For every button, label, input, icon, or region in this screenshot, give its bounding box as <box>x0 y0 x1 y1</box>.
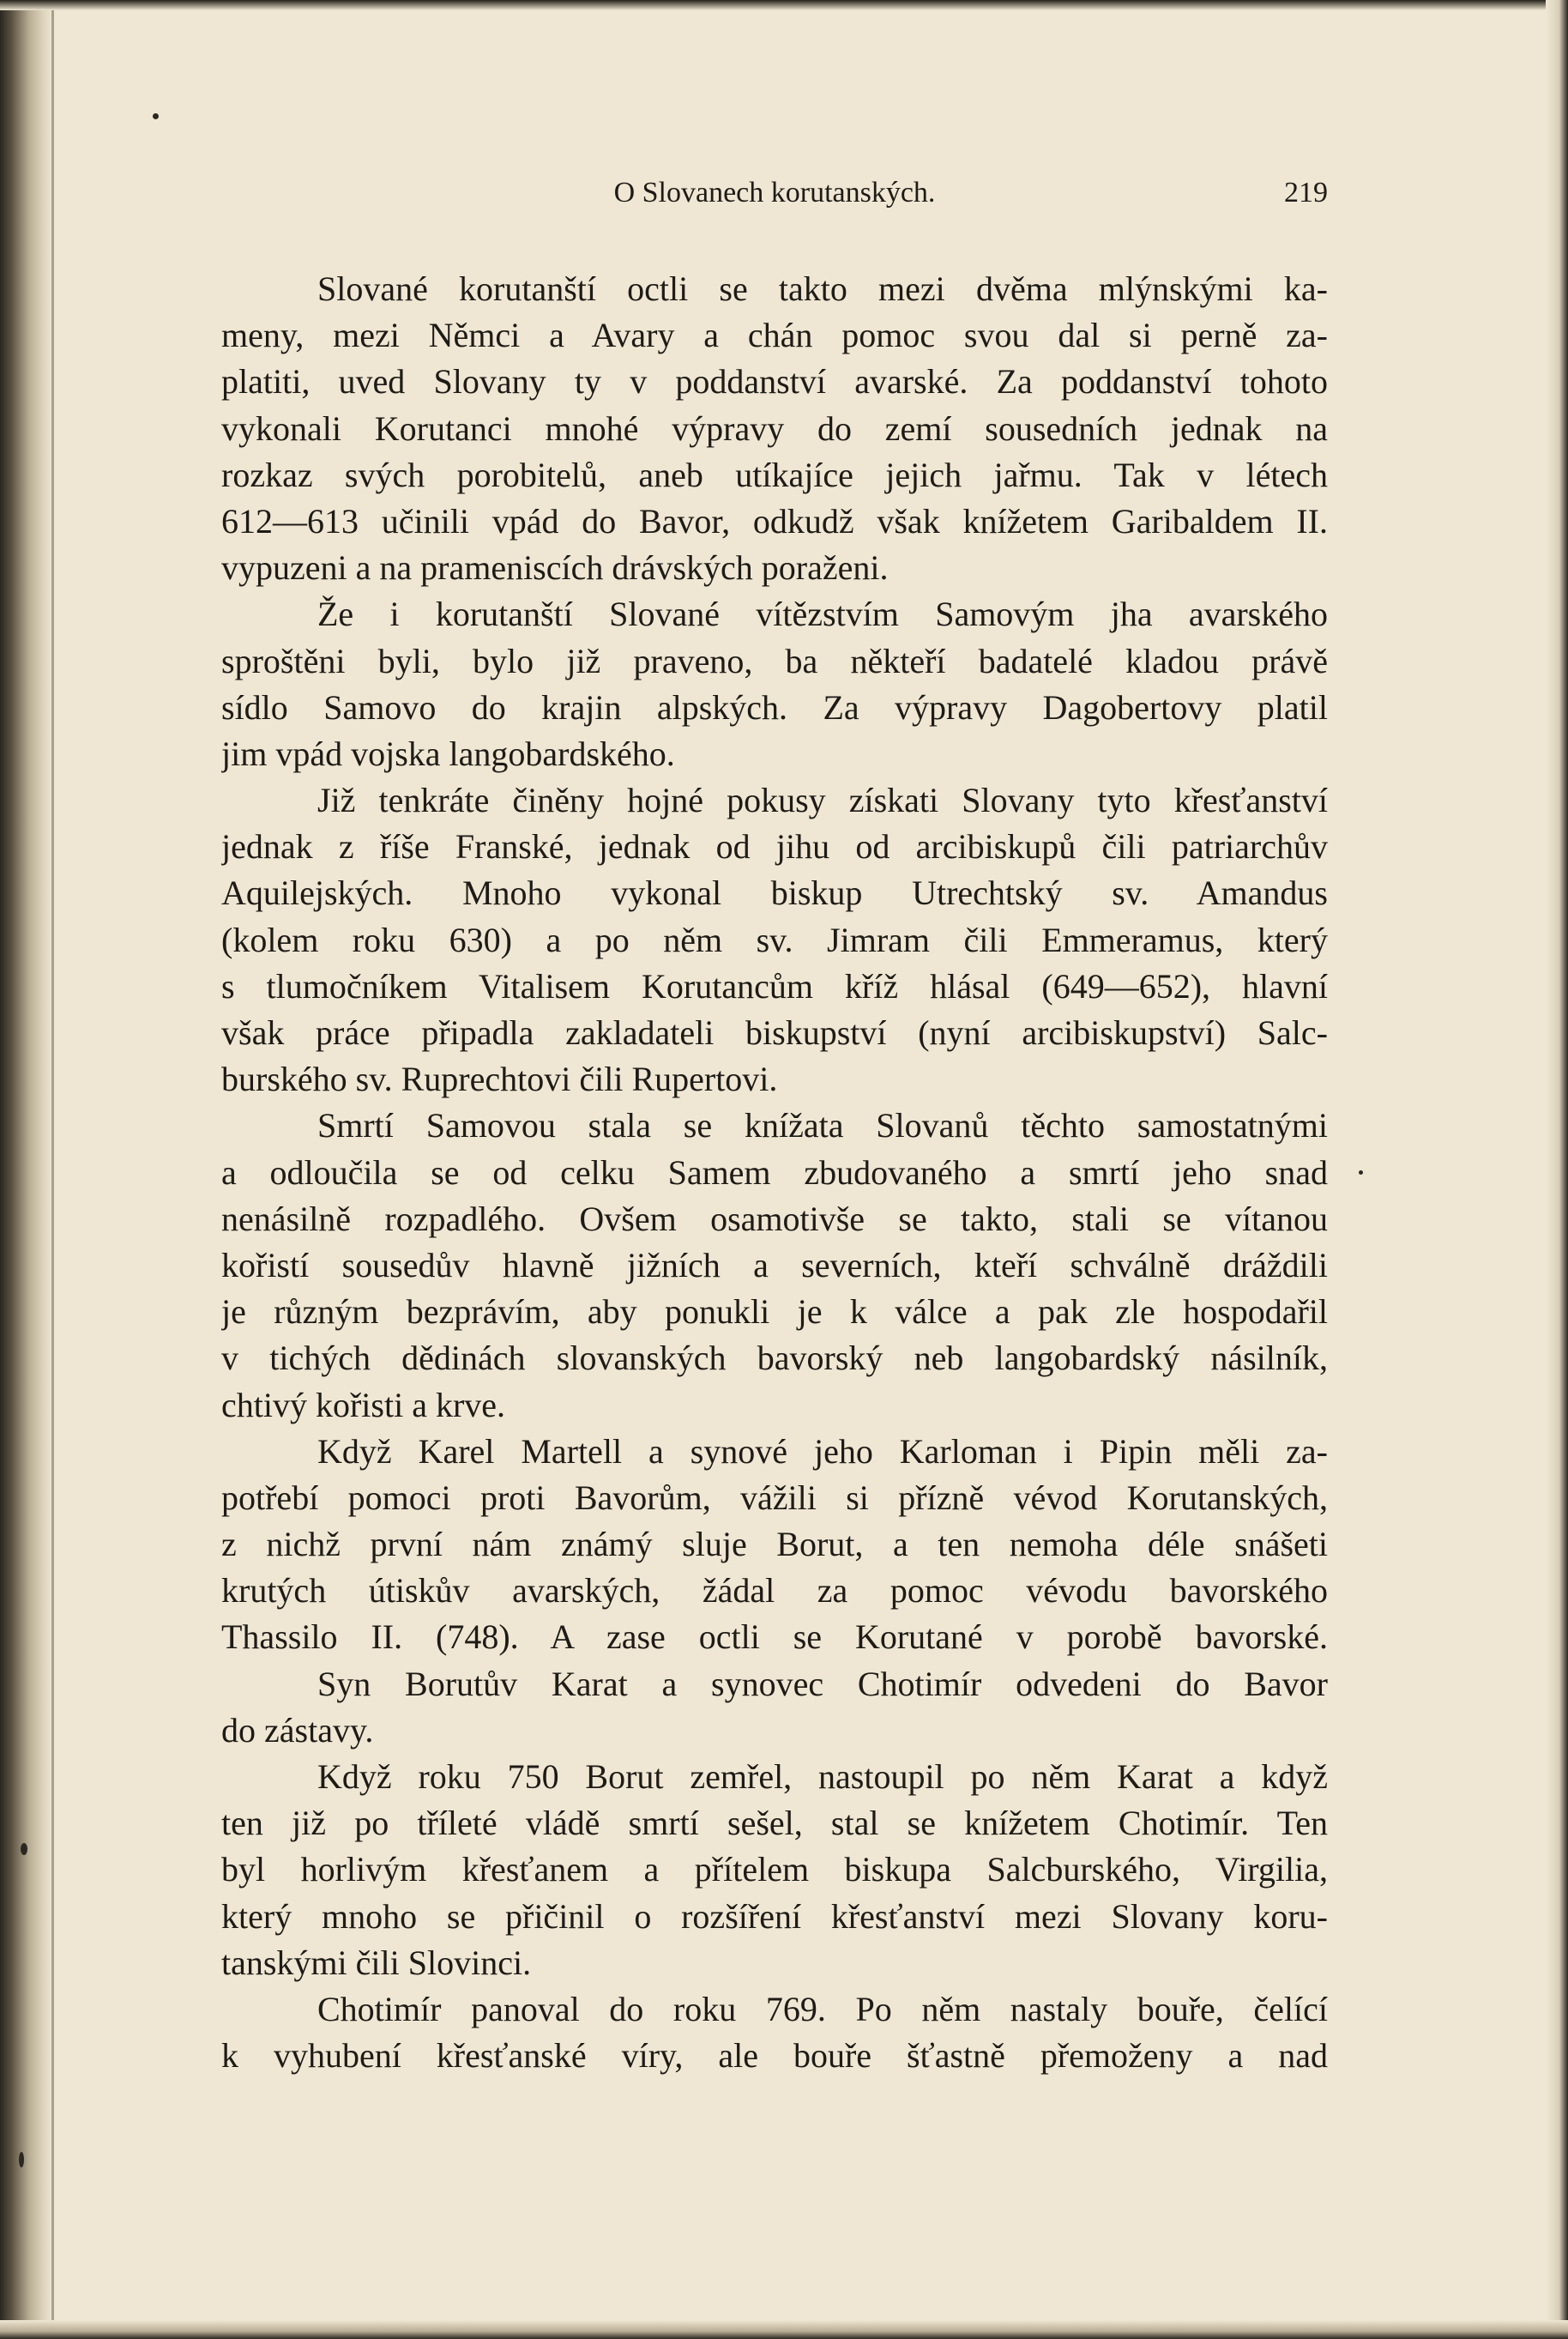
top-page-edge <box>0 0 1568 10</box>
text-line: vypuzeni a na prameniscích drávských poraženi. <box>221 548 889 588</box>
paragraph <box>221 1754 1328 1986</box>
text-line: platiti, uved Slovany ty v poddanství avarské. Za poddanství tohoto <box>221 362 1328 402</box>
text-line: (kolem roku 630) a po něm sv. Jimram čili Emmeramus, který <box>221 920 1328 959</box>
body-text <box>221 266 1328 2079</box>
text-line: vykonali Korutanci mnohé výpravy do zemí sousedních jednak na <box>221 408 1328 448</box>
running-title: O Slovanech korutanských. <box>613 177 936 209</box>
text-line: Smrtí Samovou stala se knížata Slovanů těchto samostatnými <box>317 1106 1328 1145</box>
paragraph <box>221 591 1328 777</box>
paragraph <box>221 1103 1328 1428</box>
text-line: Aquilejských. Mnoho vykonal biskup Utrechtský sv. Amandus <box>221 873 1328 913</box>
paragraph <box>221 1429 1328 1661</box>
ink-speck <box>21 1843 27 1855</box>
text-line: v tichých dědinách slovanských bavorský neb langobardský násilník, <box>221 1339 1328 1378</box>
text-line: Již tenkráte činěny hojné pokusy získati Slovany tyto křesťanství <box>317 781 1328 820</box>
text-line: k vyhubení křesťanské víry, ale bouře šťastně přemoženy a nad <box>221 2036 1328 2076</box>
text-line: kořistí sousedův hlavně jižních a severních, kteří schválně dráždili <box>221 1245 1328 1284</box>
book-spine-shadow <box>0 0 53 2339</box>
text-line: 612—613 učinili vpád do Bavor, odkudž však knížetem Garibaldem II. <box>221 501 1328 541</box>
text-line: jednak z říše Franské, jednak od jihu od arcibiskupů čili patriarchův <box>221 827 1328 867</box>
text-line: tanskými čili Slovinci. <box>221 1943 532 1982</box>
text-line: krutých útiskův avarských, žádal za pomoc vévodu bavorského <box>221 1571 1328 1611</box>
ink-speck <box>153 113 159 119</box>
text-line: rozkaz svých porobitelů, aneb utíkajíce jejich jařmu. Tak v létech <box>221 455 1328 494</box>
text-line: sproštěni byli, bylo již praveno, ba někteří badatelé kladou právě <box>221 641 1328 680</box>
text-line: je různým bezprávím, aby ponukli je k válce a pak zle hospodařil <box>221 1292 1328 1332</box>
text-line: a odloučila se od celku Samem zbudovaného a smrtí jeho snad <box>221 1152 1328 1192</box>
text-line: sídlo Samovo do krajin alpských. Za výpravy Dagobertovy platil <box>221 687 1328 727</box>
text-line: jim vpád vojska langobardského. <box>221 734 675 773</box>
text-line: Thassilo II. (748). A zase octli se Korutané v porobě bavorské. <box>221 1617 1328 1657</box>
text-line: potřebí pomoci proti Bavorům, vážili si přízně vévod Korutanských, <box>221 1478 1328 1517</box>
page-number: 219 <box>1284 177 1328 209</box>
text-line: Že i korutanští Slované vítězstvím Samovým jha avarského <box>317 595 1328 634</box>
text-line: s tlumočníkem Vitalisem Korutancům kříž hlásal (649—652), hlavní <box>221 966 1328 1006</box>
ink-speck <box>19 2152 24 2167</box>
text-line: však práce připadla zakladateli biskupství (nyní arcibiskupství) Salc- <box>221 1013 1328 1052</box>
right-page-edge <box>1546 0 1568 2339</box>
paragraph <box>221 777 1328 1103</box>
paragraph <box>221 266 1328 591</box>
text-line: Když roku 750 Borut zemřel, nastoupil po něm Karat a když <box>317 1757 1328 1796</box>
text-line: ten již po tříleté vládě smrtí sešel, stal se knížetem Chotimír. Ten <box>221 1804 1328 1843</box>
text-line: nenásilně rozpadlého. Ovšem osamotivše se takto, stali se vítanou <box>221 1199 1328 1238</box>
text-line: do zástavy. <box>221 1710 374 1750</box>
text-line: meny, mezi Němci a Avary a chán pomoc svou dal si perně za- <box>221 316 1328 355</box>
gutter-line <box>51 0 54 2339</box>
text-line: Syn Borutův Karat a synovec Chotimír odvedeni do Bavor <box>317 1664 1328 1703</box>
text-line: burského sv. Ruprechtovi čili Rupertovi. <box>221 1060 778 1099</box>
bottom-page-edge <box>0 2320 1568 2339</box>
text-line: z nichž první nám známý sluje Borut, a ten nemoha déle snášeti <box>221 1525 1328 1564</box>
text-line: Slované korutanští octli se takto mezi dvěma mlýnskými ka- <box>317 269 1328 308</box>
text-line: Chotimír panoval do roku 769. Po něm nastaly bouře, čelící <box>317 1989 1328 2028</box>
text-line: byl horlivým křesťanem a přítelem biskupa Salcburského, Virgilia, <box>221 1850 1328 1889</box>
paragraph <box>221 1986 1328 2079</box>
text-line: který mnoho se přičinil o rozšíření křesťanství mezi Slovany koru- <box>221 1896 1328 1936</box>
ink-speck <box>1359 1170 1363 1175</box>
paragraph <box>221 1661 1328 1754</box>
page-header <box>221 177 1328 220</box>
text-line: chtivý kořisti a krve. <box>221 1385 506 1424</box>
text-line: Když Karel Martell a synové jeho Karloman i Pipin měli za- <box>317 1431 1328 1471</box>
